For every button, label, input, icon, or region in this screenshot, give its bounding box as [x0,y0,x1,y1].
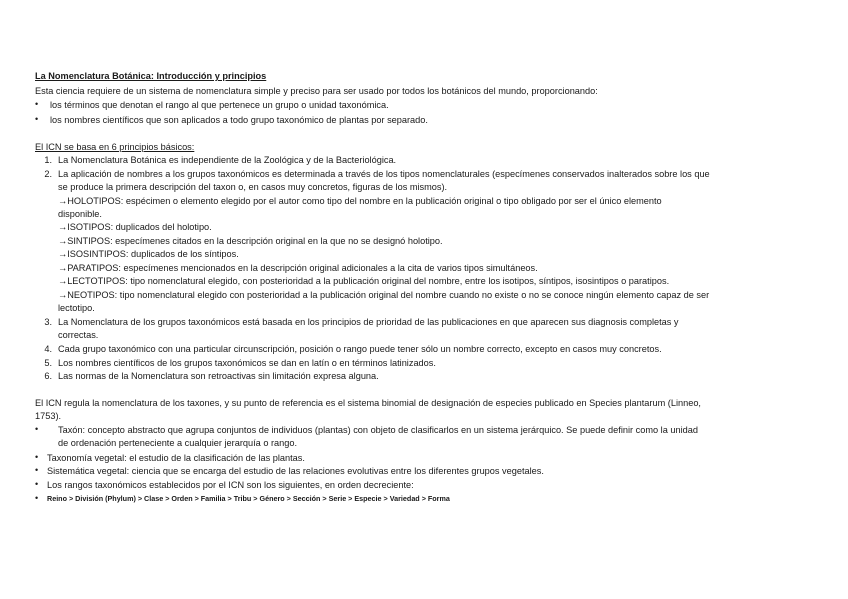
principle-item: La Nomenclatura Botánica es independiente de la Zoológica y de la Bacteriológica. [58,155,397,165]
bullet-icon: • [35,114,39,124]
intro-paragraph: Esta ciencia requiere de un sistema de nomenclatura simple y preciso para ser usado por todos los botánicos del mundo, proporcionando: [35,86,598,96]
type-item: →LECTOTIPOS: tipo nomenclatural elegido, con posterioridad a la publicación original del nombre, entre los isotipos, síntipos, isosintipos o paratipos. [58,276,670,286]
definition-item-continued: de ordenación perteneciente a cualquier jerarquía o rango. [58,438,298,448]
type-item: →NEOTIPOS: tipo nomenclatural elegido con posterioridad a la publicación original del nombre cuando no existe o no se conoce ningún elemento capaz de ser [58,290,710,300]
list-number: 1. [44,155,52,165]
type-item-continued: lectotipo. [58,303,95,313]
principle-item: La aplicación de nombres a los grupos taxonómicos es determinada a través de los tipos nomenclaturales (especímenes conservados inalterados sobre los que [58,169,710,179]
type-item-continued: disponible. [58,209,102,219]
definition-item: Taxonomía vegetal: el estudio de la clasificación de las plantas. [47,453,305,463]
principle-item: La Nomenclatura de los grupos taxonómicos está basada en los principios de prioridad de las publicaciones en que aparecen sus diagnosis completas y [58,317,679,327]
document-title: La Nomenclatura Botánica: Introducción y principios [35,71,267,81]
principle-item-continued: se produce la primera descripción del taxon o, en casos muy concretos, figuras de los mismos). [58,182,448,192]
list-item: los nombres científicos que son aplicados a todo grupo taxonómico de plantas por separado. [50,115,428,125]
principle-item: Los nombres científicos de los grupos taxonómicos se dan en latín o en términos latinizados. [58,358,436,368]
list-number: 5. [44,358,52,368]
principle-item: Cada grupo taxonómico con una particular circunscripción, posición o rango puede tener sólo un nombre correcto, excepto en casos muy concretos. [58,344,662,354]
type-item: →PARATIPOS: especímenes mencionados en la descripción original adicionales a la cita de varios tipos simultáneos. [58,263,538,273]
list-number: 4. [44,344,52,354]
list-number: 2. [44,169,52,179]
definition-item: Taxón: concepto abstracto que agrupa conjuntos de individuos (plantas) con objeto de clasificarlos en un sistema jerárquico. Se puede definir como la unidad [58,425,698,435]
list-number: 3. [44,317,52,327]
list-number: 6. [44,371,52,381]
type-item: →SINTIPOS: especímenes citados en la descripción original en la que no se designó holotipo. [58,236,443,246]
list-item: los términos que denotan el rango al que pertenece un grupo o unidad taxonómica. [50,100,389,110]
type-item: →ISOSINTIPOS: duplicados de los síntipos. [58,249,239,259]
bullet-icon: • [35,424,39,434]
icn-paragraph-continued: 1753). [35,411,62,421]
taxonomic-hierarchy: Reino > División (Phylum) > Clase > Orden > Familia > Tribu > Género > Sección > Serie > Especie > Variedad > Forma [47,494,450,503]
bullet-icon: • [35,493,39,503]
icn-paragraph: El ICN regula la nomenclatura de los taxones, y su punto de referencia es el sistema binomial de designación de especies publicado en Species plantarum (Linneo, [35,398,701,408]
bullet-icon: • [35,99,39,109]
bullet-icon: • [35,452,39,462]
bullet-icon: • [35,465,39,475]
type-item: →ISOTIPOS: duplicados del holotipo. [58,222,212,232]
section-heading: El ICN se basa en 6 principios básicos: [35,142,195,152]
definition-item: Los rangos taxonómicos establecidos por el ICN son los siguientes, en orden decreciente: [47,480,414,490]
principle-item-continued: correctas. [58,330,99,340]
bullet-icon: • [35,479,39,489]
type-item: →HOLOTIPOS: espécimen o elemento elegido por el autor como tipo del nombre en la publicación original o tipo obligado por ser el único elemento [58,196,662,206]
principle-item: Las normas de la Nomenclatura son retroactivas sin limitación expresa alguna. [58,371,379,381]
definition-item: Sistemática vegetal: ciencia que se encarga del estudio de las relaciones evolutivas entre los diferentes grupos vegetales. [47,466,544,476]
